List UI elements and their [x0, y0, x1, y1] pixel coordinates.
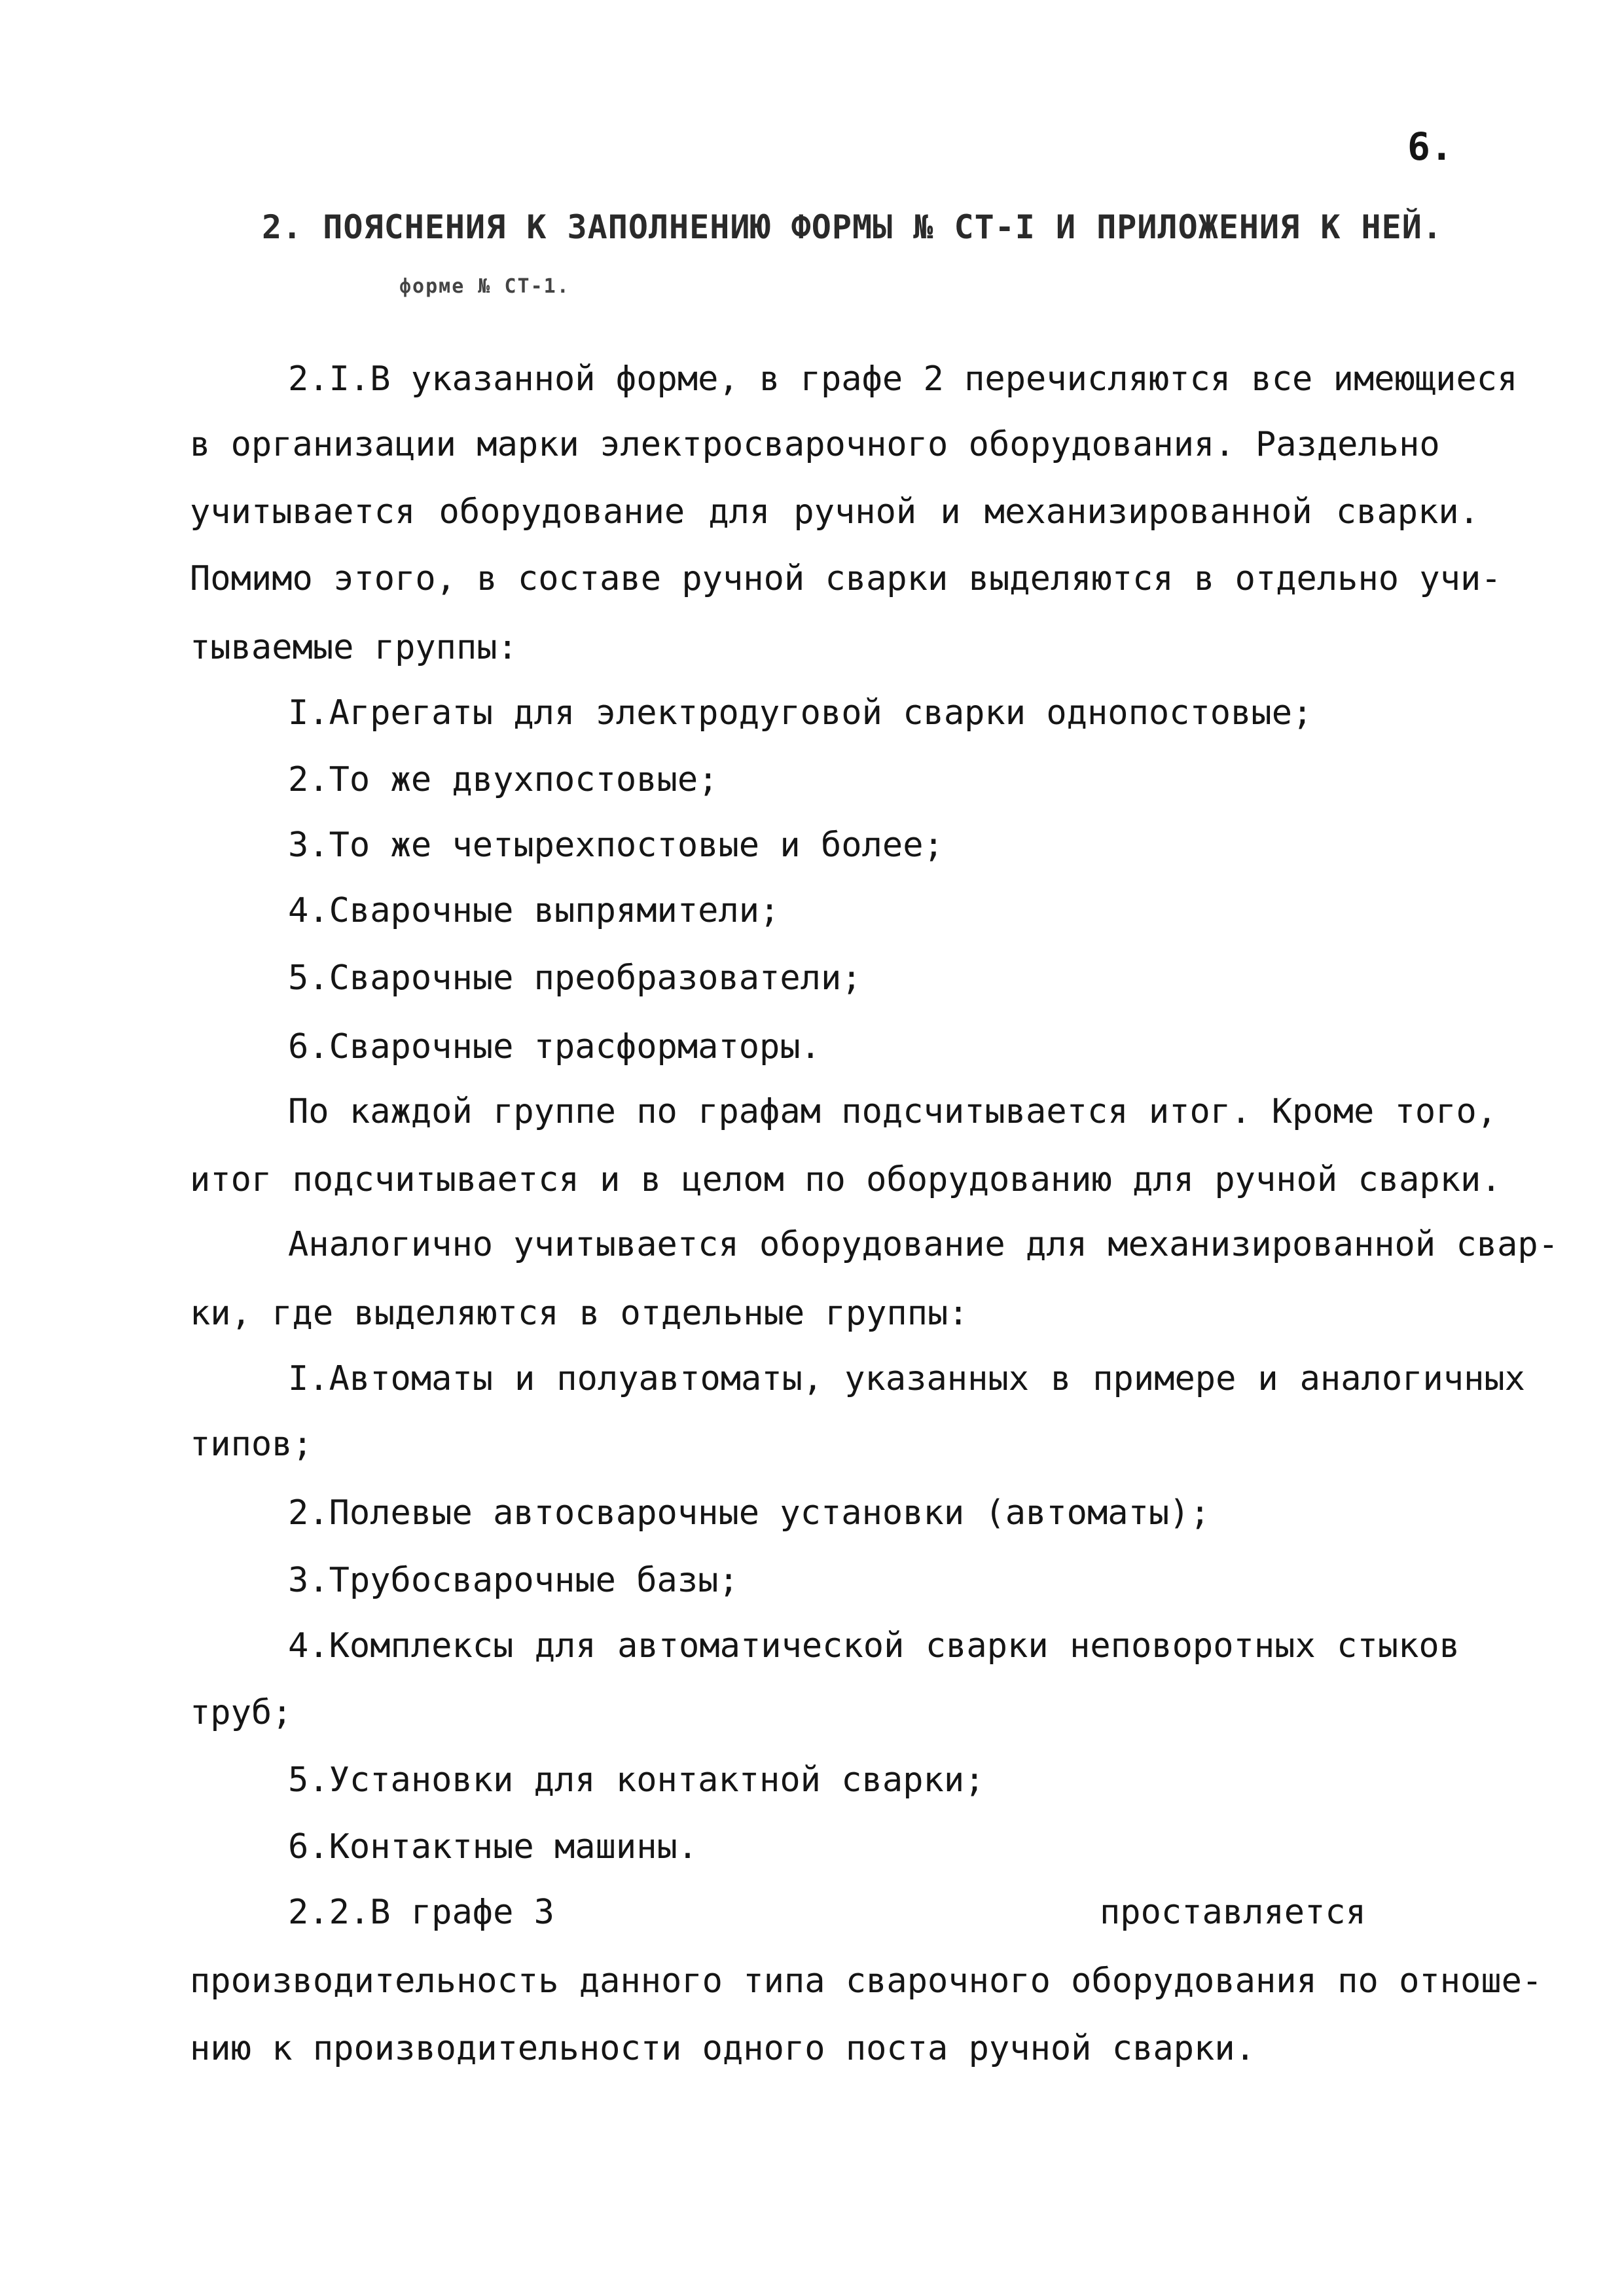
- paragraph-line: 2.2.В графе 3: [288, 1893, 554, 1932]
- paragraph-line: итог подсчитывается и в целом по оборудованию для ручной сварки.: [190, 1160, 1502, 1199]
- paragraph-line: По каждой группе по графам подсчитывается итог. Кроме того,: [288, 1092, 1498, 1131]
- list-item-continuation: типов;: [190, 1425, 313, 1464]
- list-item: 5.Сварочные преобразователи;: [288, 958, 862, 998]
- list-item: 5.Установки для контактной сварки;: [288, 1760, 985, 1800]
- paragraph-line: 2.I.В указанной форме, в графе 2 перечисляются все имеющиеся: [288, 359, 1518, 399]
- paragraph-line: Аналогично учитывается оборудование для механизированной свар-: [288, 1225, 1559, 1264]
- list-item: 3.То же четырехпостовые и более;: [288, 826, 944, 865]
- list-item: 6.Контактные машины.: [288, 1827, 698, 1867]
- list-item: I.Агрегаты для электродуговой сварки однопостовые;: [288, 693, 1313, 733]
- paragraph-line: производительность данного типа сварочного оборудования по отноше-: [190, 1961, 1543, 2001]
- paragraph-line: тываемые группы:: [190, 628, 518, 667]
- section-heading: 2. ПОЯСНЕНИЯ К ЗАПОЛНЕНИЮ ФОРМЫ № СТ-I И ПРИЛОЖЕНИЯ К НЕЙ.: [262, 208, 1443, 246]
- paragraph-line: ки, где выделяются в отдельные группы:: [190, 1294, 969, 1333]
- paragraph-line: Помимо этого, в составе ручной сварки выделяются в отдельно учи-: [190, 559, 1502, 598]
- list-item: I.Автоматы и полуавтоматы, указанных в примере и аналогичных: [288, 1359, 1525, 1398]
- paragraph-line: учитывается оборудование для ручной и механизированной сварки.: [190, 492, 1479, 532]
- list-item: 3.Трубосварочные базы;: [288, 1561, 739, 1600]
- paragraph-line: проставляется: [1100, 1893, 1366, 1932]
- list-item: 6.Сварочные трасформаторы.: [288, 1027, 821, 1066]
- section-heading-continuation: форме № СТ-1.: [399, 275, 570, 298]
- list-item: 4.Сварочные выпрямители;: [288, 891, 780, 930]
- paragraph-line: в организации марки электросварочного оборудования. Раздельно: [190, 425, 1440, 464]
- list-item: 2.Полевые автосварочные установки (автоматы);: [288, 1493, 1210, 1533]
- page-number: 6.: [1407, 124, 1453, 169]
- list-item: 2.То же двухпостовые;: [288, 760, 719, 799]
- list-item: 4.Комплексы для автоматической сварки неповоротных стыков: [288, 1626, 1460, 1666]
- paragraph-line: нию к производительности одного поста ручной сварки.: [190, 2029, 1255, 2068]
- list-item-continuation: труб;: [190, 1693, 293, 1732]
